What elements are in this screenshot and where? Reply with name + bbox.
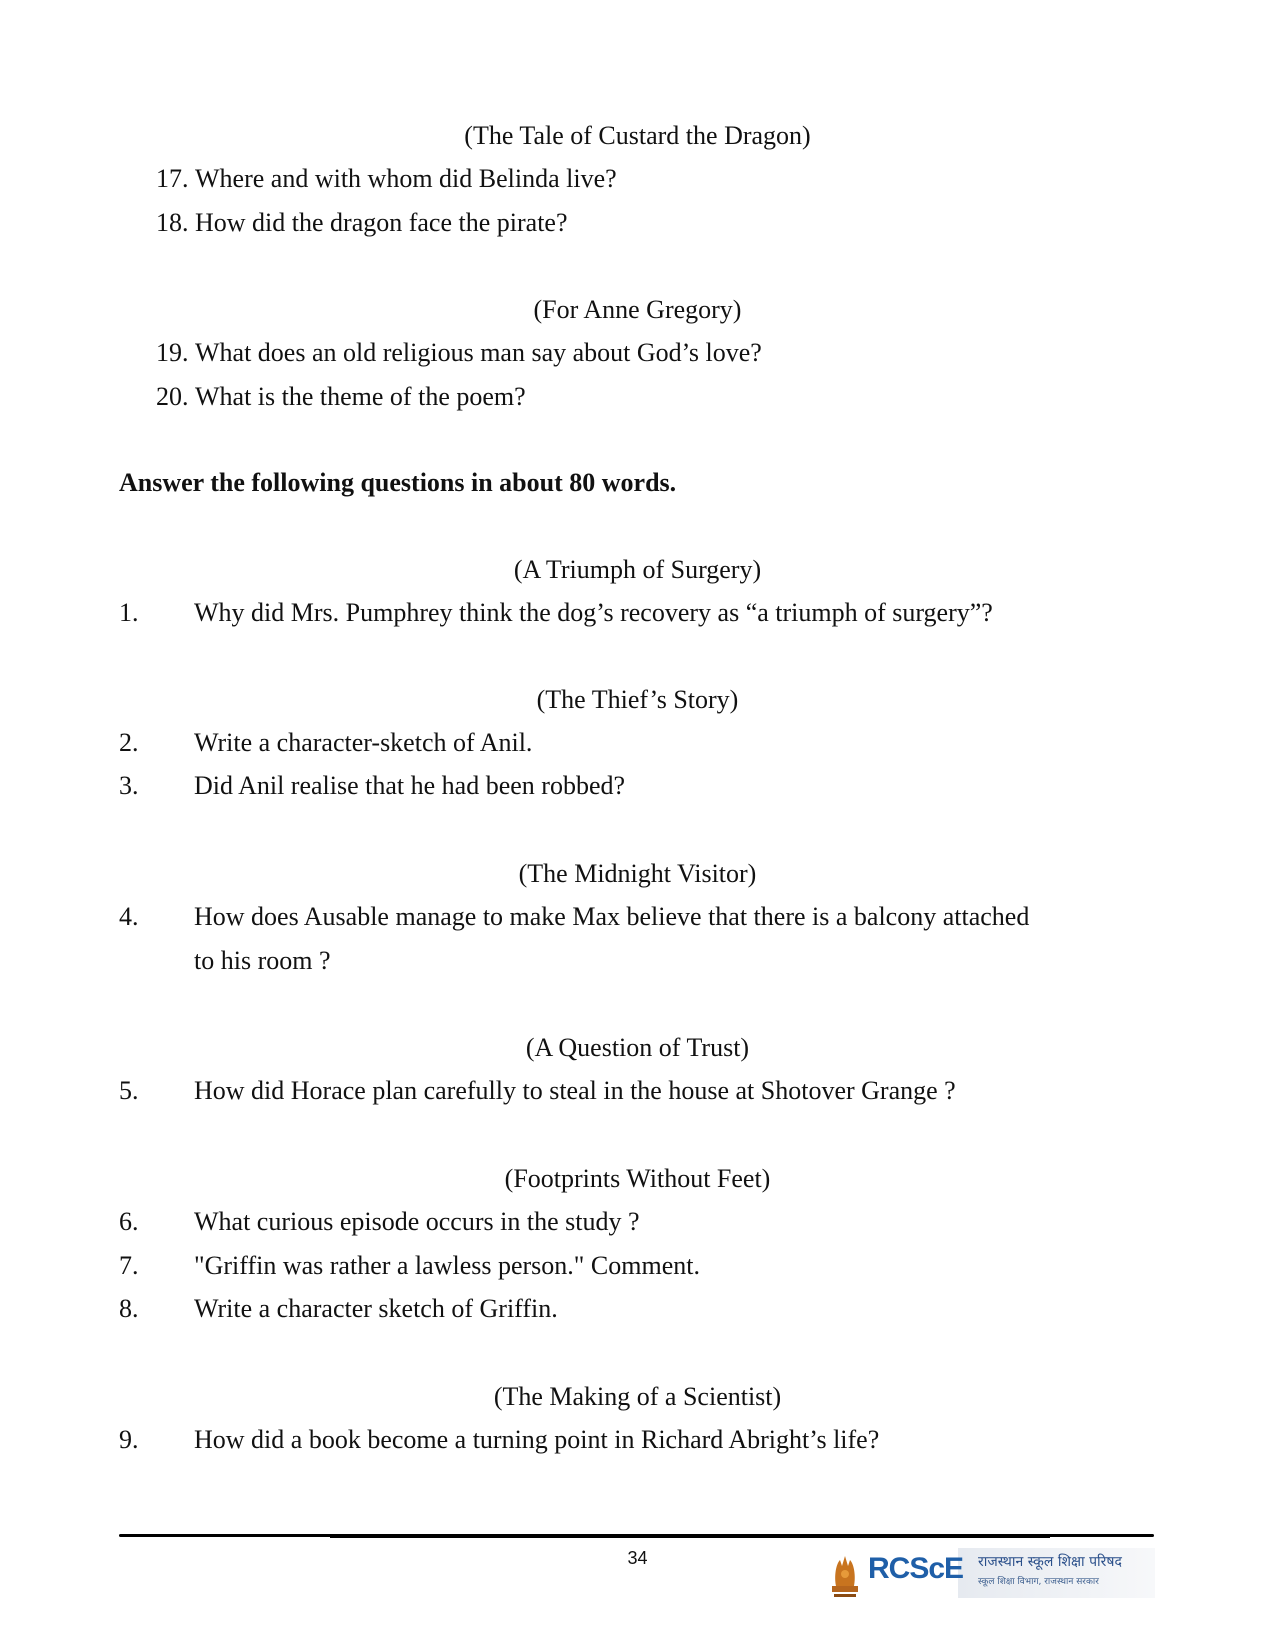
section-heading: (The Tale of Custard the Dragon) (464, 121, 811, 150)
question-number: 20. (156, 382, 189, 411)
question-text: How did the dragon face the pirate? (195, 208, 568, 237)
section-heading: (The Making of a Scientist) (493, 1382, 782, 1411)
section-heading: (The Midnight Visitor) (518, 859, 757, 888)
logo-wordmark: RCScE (868, 1552, 964, 1585)
section-heading: (A Triumph of Surgery) (513, 555, 762, 584)
question-number: 3. (119, 771, 139, 800)
question-text: How did a book become a turning point in Richard Abright’s life? (194, 1425, 880, 1454)
question-text: What curious episode occurs in the study ? (194, 1207, 640, 1236)
section-heading: (The Thief’s Story) (536, 685, 739, 714)
instruction-heading: Answer the following questions in about 80 words. (119, 468, 677, 497)
question-text: What does an old religious man say about God’s love? (195, 338, 762, 367)
question-text: Write a character sketch of Griffin. (194, 1294, 558, 1323)
question-text: How does Ausable manage to make Max believe that there is a balcony attached (194, 902, 1030, 931)
question-number: 7. (119, 1251, 139, 1280)
section-heading: (For Anne Gregory) (533, 295, 742, 324)
question-text: "Griffin was rather a lawless person." Comment. (194, 1251, 700, 1280)
question-number: 2. (119, 728, 139, 757)
ashoka-emblem-icon (828, 1548, 862, 1602)
question-text: Where and with whom did Belinda live? (195, 164, 617, 193)
question-number: 17. (156, 164, 189, 193)
question-text: Write a character-sketch of Anil. (194, 728, 533, 757)
rcsce-logo (828, 1548, 1155, 1602)
section-heading: (Footprints Without Feet) (504, 1164, 771, 1193)
logo-hindi-title: राजस्थान स्कूल शिक्षा परिषद (978, 1554, 1122, 1570)
question-number: 4. (119, 902, 139, 931)
question-text-continuation: to his room ? (194, 946, 331, 975)
question-number: 5. (119, 1076, 139, 1105)
question-number: 6. (119, 1207, 139, 1236)
question-number: 18. (156, 208, 189, 237)
question-text: How did Horace plan carefully to steal in the house at Shotover Grange ? (194, 1076, 956, 1105)
footer-rule-thick (330, 1534, 1050, 1538)
logo-hindi-subtitle: स्कूल शिक्षा विभाग, राजस्थान सरकार (978, 1577, 1099, 1587)
question-number: 8. (119, 1294, 139, 1323)
page-number: 34 (627, 1548, 648, 1568)
question-text: Why did Mrs. Pumphrey think the dog’s recovery as “a triumph of surgery”? (194, 598, 993, 627)
question-number: 1. (119, 598, 139, 627)
question-text: What is the theme of the poem? (195, 382, 526, 411)
question-number: 9. (119, 1425, 139, 1454)
question-number: 19. (156, 338, 189, 367)
section-heading: (A Question of Trust) (525, 1033, 750, 1062)
question-text: Did Anil realise that he had been robbed? (194, 771, 626, 800)
